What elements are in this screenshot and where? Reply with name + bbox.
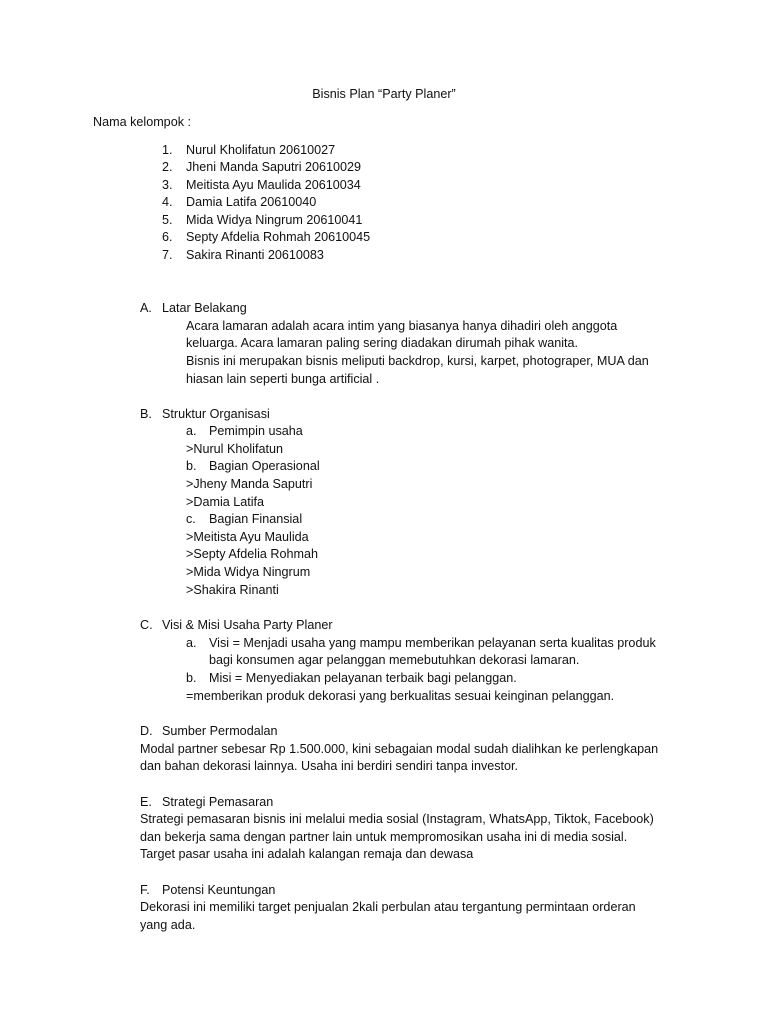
list-number: 5.: [162, 213, 173, 227]
list-number: 4.: [162, 195, 173, 209]
section-letter: E.: [140, 795, 152, 809]
section-letter: D.: [140, 724, 153, 738]
paragraph-line: dan bekerja sama dengan partner lain untuk mempromosikan usaha ini di media sosial.: [140, 830, 628, 844]
list-number: 1.: [162, 143, 173, 157]
section-title: Struktur Organisasi: [162, 407, 270, 421]
document-title: Bisnis Plan “Party Planer”: [312, 87, 456, 101]
paragraph-line: Dekorasi ini memiliki target penjualan 2kali perbulan atau tergantung permintaan orderan: [140, 900, 636, 914]
section-heading: [140, 723, 278, 741]
misi-text: Misi = Menyediakan pelayanan terbaik bagi pelanggan.: [209, 671, 517, 685]
section-letter: F.: [140, 883, 150, 897]
sub-letter: b.: [186, 671, 197, 685]
section-letter: C.: [140, 618, 153, 632]
list-item: [162, 247, 324, 265]
member-name: Damia Latifa 20610040: [186, 195, 317, 209]
list-item: [162, 159, 362, 177]
list-number: 7.: [162, 248, 173, 262]
staff-name: >Meitista Ayu Maulida: [186, 530, 309, 544]
section-letter: B.: [140, 407, 152, 421]
section-letter: A.: [140, 301, 152, 315]
section-title: Potensi Keuntungan: [162, 883, 276, 897]
staff-name: >Septy Afdelia Rohmah: [186, 547, 318, 561]
sub-letter: c.: [186, 512, 196, 526]
member-name: Sakira Rinanti 20610083: [186, 248, 324, 262]
paragraph-line: hiasan lain seperti bunga artificial .: [186, 372, 380, 386]
member-name: Nurul Kholifatun 20610027: [186, 143, 336, 157]
paragraph-line: Bisnis ini merupakan bisnis meliputi backdrop, kursi, karpet, photograper, MUA dan: [186, 354, 649, 368]
member-name: Meitista Ayu Maulida 20610034: [186, 178, 361, 192]
list-item: [162, 229, 371, 247]
sub-heading: [186, 458, 320, 476]
paragraph-line: Target pasar usaha ini adalah kalangan remaja dan dewasa: [140, 847, 474, 861]
visi-item: [186, 635, 656, 653]
paragraph-line: dan bahan dekorasi lainnya. Usaha ini berdiri sendiri tanpa investor.: [140, 759, 519, 773]
sub-letter: a.: [186, 424, 197, 438]
list-item: [162, 142, 336, 160]
list-item: [162, 212, 363, 230]
sub-letter: b.: [186, 459, 197, 473]
section-heading: [140, 794, 274, 812]
staff-name: >Jheny Manda Saputri: [186, 477, 313, 491]
staff-name: >Nurul Kholifatun: [186, 442, 283, 456]
section-title: Strategi Pemasaran: [162, 795, 274, 809]
section-heading: [140, 406, 270, 424]
list-item: [162, 194, 317, 212]
sub-title: Pemimpin usaha: [209, 424, 303, 438]
section-title: Visi & Misi Usaha Party Planer: [162, 618, 333, 632]
sub-letter: a.: [186, 636, 197, 650]
section-heading: [140, 882, 276, 900]
sub-heading: [186, 423, 303, 441]
member-name: Mida Widya Ningrum 20610041: [186, 213, 363, 227]
sub-title: Bagian Operasional: [209, 459, 320, 473]
list-item: [162, 177, 361, 195]
paragraph-line: Modal partner sebesar Rp 1.500.000, kini sebagaian modal sudah dialihkan ke perlengkapan: [140, 742, 659, 756]
section-heading: [140, 617, 333, 635]
section-heading: [140, 300, 247, 318]
section-title: Latar Belakang: [162, 301, 247, 315]
paragraph-line: yang ada.: [140, 918, 196, 932]
staff-name: >Mida Widya Ningrum: [186, 565, 311, 579]
list-number: 6.: [162, 230, 173, 244]
misi-extra: =memberikan produk dekorasi yang berkualitas sesuai keinginan pelanggan.: [186, 689, 615, 703]
paragraph-line: Strategi pemasaran bisnis ini melalui media sosial (Instagram, WhatsApp, Tiktok, Facebook): [140, 812, 654, 826]
staff-name: >Shakira Rinanti: [186, 583, 279, 597]
staff-name: >Damia Latifa: [186, 495, 265, 509]
sub-title: Bagian Finansial: [209, 512, 303, 526]
paragraph-line: Acara lamaran adalah acara intim yang biasanya hanya dihadiri oleh anggota: [186, 319, 618, 333]
section-title: Sumber Permodalan: [162, 724, 278, 738]
member-name: Jheni Manda Saputri 20610029: [186, 160, 362, 174]
list-number: 2.: [162, 160, 173, 174]
visi-text: Visi = Menjadi usaha yang mampu memberikan pelayanan serta kualitas produk: [209, 636, 656, 650]
group-label: Nama kelompok :: [93, 115, 191, 129]
sub-heading: [186, 511, 303, 529]
misi-item: [186, 670, 517, 688]
list-number: 3.: [162, 178, 173, 192]
member-name: Septy Afdelia Rohmah 20610045: [186, 230, 371, 244]
visi-text-continued: bagi konsumen agar pelanggan memebutuhkan dekorasi lamaran.: [209, 653, 580, 667]
paragraph-line: keluarga. Acara lamaran paling sering diadakan dirumah pihak wanita.: [186, 336, 579, 350]
